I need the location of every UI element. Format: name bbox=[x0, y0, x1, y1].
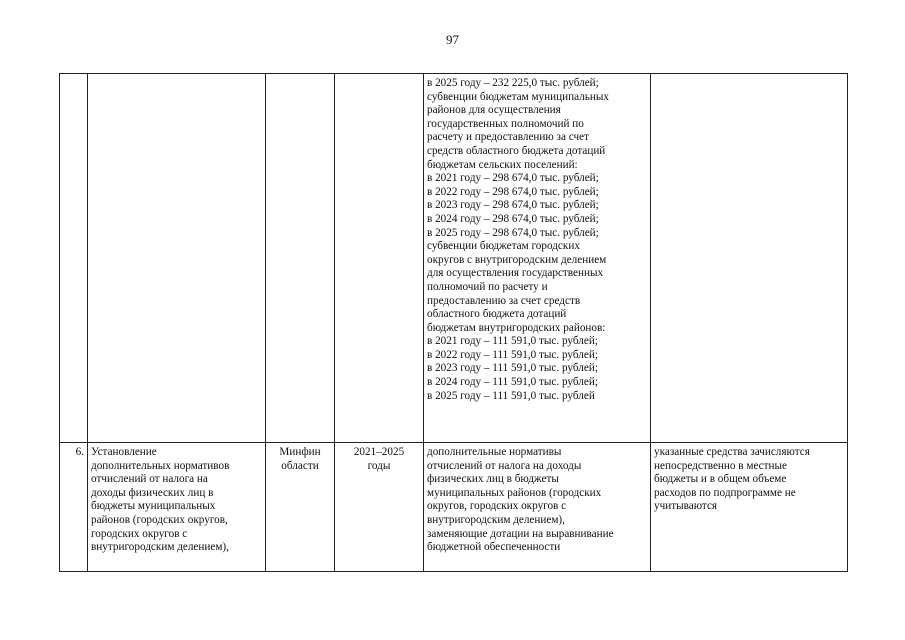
text-line: 2021–2025 bbox=[353, 446, 405, 458]
table-row-continuation bbox=[60, 74, 848, 443]
text-line: бюджетам сельских поселений: bbox=[427, 158, 578, 171]
text-line: предоставлению за счет средств bbox=[427, 294, 581, 307]
cell-measure bbox=[88, 443, 266, 572]
text-line: дополнительных нормативов bbox=[91, 459, 230, 472]
page-number: 97 bbox=[446, 32, 459, 47]
text-line: доходы физических лиц в bbox=[91, 486, 214, 499]
text-line: бюджеты муниципальных bbox=[91, 500, 216, 513]
text-line: бюджетной обеспеченности bbox=[427, 541, 561, 554]
text-line: в 2021 году – 111 591,0 тыс. рублей; bbox=[427, 335, 598, 348]
text-line: округов с внутригородским делением bbox=[427, 253, 607, 266]
text-line: указанные средства зачисляются bbox=[654, 446, 810, 458]
cell-executor bbox=[266, 443, 335, 572]
cell-period bbox=[335, 443, 424, 572]
cell-number: 6. bbox=[60, 443, 88, 572]
cell-funding bbox=[424, 74, 651, 443]
text-line: в 2022 году – 298 674,0 тыс. рублей; bbox=[427, 185, 599, 198]
text-line: в 2022 году – 111 591,0 тыс. рублей; bbox=[427, 348, 598, 361]
cell-measure bbox=[88, 74, 266, 443]
text-line: округов, городских округов с bbox=[427, 500, 567, 513]
cell-notes bbox=[651, 443, 848, 572]
text-line: субвенции бюджетам городских bbox=[427, 240, 580, 253]
text-line: области bbox=[281, 459, 319, 472]
text-line: отчислений от налога на bbox=[91, 473, 208, 486]
text-line: непосредственно в местные bbox=[654, 459, 788, 472]
text-line: полномочий по расчету и bbox=[427, 280, 548, 293]
text-line: Установление bbox=[91, 446, 157, 458]
text-line: годы bbox=[367, 459, 391, 472]
text-line: государственных полномочий по bbox=[427, 117, 584, 130]
text-line: районов для осуществления bbox=[427, 104, 561, 117]
text-line: бюджетам внутригородских районов: bbox=[427, 321, 606, 334]
text-line: расходов по подпрограмме не bbox=[654, 486, 796, 499]
text-line: муниципальных районов (городских bbox=[427, 486, 602, 499]
text-line: средств областного бюджета дотаций bbox=[427, 144, 606, 157]
cell-number bbox=[60, 74, 88, 443]
text-line: дополнительные нормативы bbox=[427, 446, 562, 458]
cell-period bbox=[335, 74, 424, 443]
text-line: в 2021 году – 298 674,0 тыс. рублей; bbox=[427, 172, 599, 185]
program-measures-table bbox=[59, 73, 848, 572]
text-line: заменяющие дотации на выравнивание bbox=[427, 527, 614, 540]
cell-notes bbox=[651, 74, 848, 443]
text-line: для осуществления государственных bbox=[427, 267, 604, 280]
text-line: в 2023 году – 298 674,0 тыс. рублей; bbox=[427, 199, 599, 212]
cell-funding bbox=[424, 443, 651, 572]
text-line: в 2025 году – 111 591,0 тыс. рублей bbox=[427, 389, 595, 402]
table-row bbox=[60, 443, 848, 572]
text-line: в 2024 году – 298 674,0 тыс. рублей; bbox=[427, 212, 599, 225]
cell-executor bbox=[266, 74, 335, 443]
text-line: в 2023 году – 111 591,0 тыс. рублей; bbox=[427, 362, 598, 375]
text-line: в 2025 году – 298 674,0 тыс. рублей; bbox=[427, 226, 599, 239]
text-line: физических лиц в бюджеты bbox=[427, 473, 559, 486]
text-line: бюджеты и в общем объеме bbox=[654, 473, 787, 486]
text-line: отчислений от налога на доходы bbox=[427, 459, 582, 472]
text-line: в 2025 году – 232 225,0 тыс. рублей; bbox=[427, 77, 599, 89]
text-line: субвенции бюджетам муниципальных bbox=[427, 90, 609, 103]
text-line: в 2024 году – 111 591,0 тыс. рублей; bbox=[427, 376, 598, 389]
text-line: внутригородским делением), bbox=[427, 513, 565, 526]
text-line: городских округов с bbox=[91, 527, 188, 540]
text-line: Минфин bbox=[279, 446, 321, 458]
text-line: внутригородским делением), bbox=[91, 541, 229, 554]
text-line: расчету и предоставлению за счет bbox=[427, 131, 589, 144]
text-line: областного бюджета дотаций bbox=[427, 308, 567, 321]
text-line: районов (городских округов, bbox=[91, 513, 228, 526]
text-line: учитываются bbox=[654, 500, 718, 513]
